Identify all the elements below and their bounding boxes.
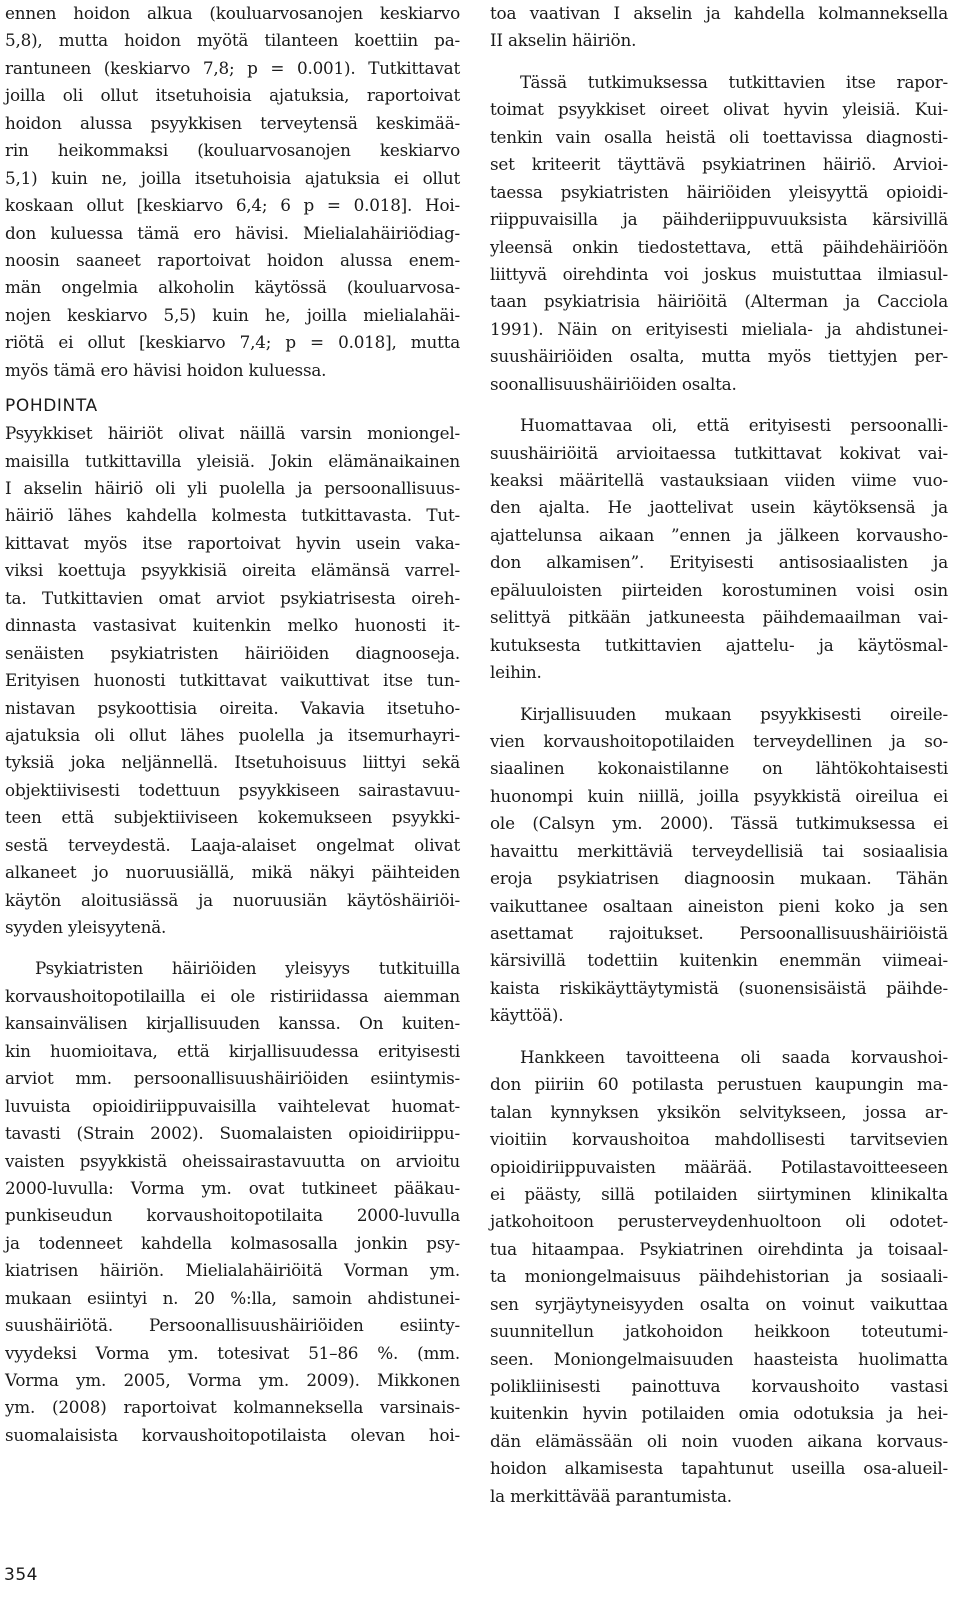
text-line: maisilla tutkittavilla yleisiä. Jokin elämänaikainen xyxy=(5,450,460,471)
text-line: opioidiriippuvaisten määrää. Potilastavoitteeseen xyxy=(490,1156,948,1177)
text-line: soonallisuushäiriöiden osalta. xyxy=(490,373,737,394)
text-line: kutuksesta tutkittavien ajattelu- ja käytösmal- xyxy=(490,634,948,655)
text-line: suushäiriöiden osalta, mutta myös tiettyjen per- xyxy=(490,346,948,367)
paragraph-gap xyxy=(490,687,948,701)
text-line: ja todenneet kahdella kolmasosalla jonkin psy- xyxy=(5,1232,460,1253)
text-line: män ongelmia alkoholin käytössä (kouluarvosa- xyxy=(5,277,460,298)
paragraph-gap xyxy=(490,55,948,69)
text-line: nistavan psykoottisia oireita. Vakavia itsetuho- xyxy=(5,697,460,718)
text-line: vyydeksi Vorma ym. totesivat 51–86 %. (mm. xyxy=(5,1342,460,1363)
paragraph-gap xyxy=(490,1030,948,1044)
text-line: Psyykkiset häiriöt olivat näillä varsin moniongel- xyxy=(5,423,460,444)
text-line: ennen hoidon alkua (kouluarvosanojen keskiarvo xyxy=(5,3,460,23)
text-line: luvuista opioidiriippuvaisilla vaihtelevat huomat- xyxy=(5,1095,460,1116)
text-line: taan psykiatrisia häiriöitä (Alterman ja Cacciola xyxy=(490,291,948,312)
text-line: hoidon alkamisesta tapahtunut useilla osa-alueil- xyxy=(490,1458,948,1479)
text-line: set kriteerit täyttävä psykiatrinen häiriö. Arvioi- xyxy=(490,154,948,175)
text-line: 2000-luvulla: Vorma ym. ovat tutkineet pääkau- xyxy=(5,1177,460,1198)
text-line: Kirjallisuuden mukaan psyykkisesti oireile- xyxy=(520,703,948,724)
text-line: selittyä pitkään jatkuneesta päihdemaailman vai- xyxy=(490,607,948,628)
text-line: 1991). Näin on erityisesti mieliala- ja ahdistunei- xyxy=(490,318,948,339)
text-line: keaksi määritellä vastauksiaan viiden viime vuo- xyxy=(490,470,948,490)
text-line: toimat psyykkiset oireet olivat hyvin yleisiä. Kui- xyxy=(490,99,948,120)
text-line: leihin. xyxy=(490,662,542,683)
text-line: riötä ei ollut [keskiarvo 7,4; p = 0.018], mutta xyxy=(5,332,460,353)
text-line: objektiivisesti todettuun psyykkiseen sairastavuu- xyxy=(5,779,460,800)
text-line: kin huomioitava, että kirjallisuudessa erityisesti xyxy=(5,1040,460,1061)
text-line: 5,1) kuin ne, joilla itsetuhoisia ajatuksia ei ollut xyxy=(5,167,460,188)
text-line: tyksiä joka neljännellä. Itsetuhoisuus liittyi sekä xyxy=(5,752,460,773)
text-line: tavasti (Strain 2002). Suomalaisten opioidiriippu- xyxy=(5,1123,460,1144)
text-line: suushäiriöitä arvioitaessa tutkittavat kokivat vai- xyxy=(490,442,948,463)
text-line: viksi koettuja psyykkisiä oireita elämänsä varrel- xyxy=(5,560,460,581)
text-line: suushäiriötä. Persoonallisuushäiriöiden esiinty- xyxy=(5,1315,460,1336)
text-line: senäisten psykiatristen häiriöiden diagnooseja. xyxy=(5,642,460,663)
text-line: don kuluessa tämä ero hävisi. Mielialahäiriödiag- xyxy=(5,222,460,243)
text-line: I akselin häiriö oli yli puolella ja persoonallisuus- xyxy=(5,478,460,498)
text-line: noosin saaneet raportoivat hoidon alussa enem- xyxy=(5,249,460,270)
text-line: punkiseudun korvaushoitopotilaita 2000-luvulla xyxy=(5,1205,460,1226)
text-line: dinnasta vastasivat kuitenkin melko huonosti it- xyxy=(5,615,460,636)
text-line: ta. Tutkittavien omat arviot psykiatrisesta oireh- xyxy=(5,587,460,608)
text-line: sestä terveydestä. Laaja-alaiset ongelmat olivat xyxy=(5,834,460,855)
text-line: syyden yleisyytenä. xyxy=(5,917,167,937)
text-line: vaikuttanee osaltaan aineiston pieni koko ja sen xyxy=(490,895,948,916)
text-line: sen syrjäytyneisyyden osalta on voinut vaikuttaa xyxy=(490,1293,948,1314)
text-line: dän elämässään oli noin vuoden aikana korvaus- xyxy=(490,1430,948,1451)
text-line: asettamat rajoitukset. Persoonallisuushäiriöistä xyxy=(490,923,948,943)
text-line: 5,8), mutta hoidon myötä tilanteen koettiin pa- xyxy=(5,30,460,51)
text-line: rantuneen (keskiarvo 7,8; p = 0.001). Tutkittavat xyxy=(5,57,460,78)
text-line: siaalinen kokonaistilanne on lähtökohtaisesti xyxy=(490,758,948,779)
text-line: Huomattavaa oli, että erityisesti persoonalli- xyxy=(520,415,948,436)
text-line: nojen keskiarvo 5,5) kuin he, joilla mielialahäi- xyxy=(5,304,460,325)
text-line: korvaushoitopotilailla ei ole ristiriidassa aiemman xyxy=(5,985,460,1006)
text-line: liittyvä oirehdinta voi joskus muistuttaa ilmiasul- xyxy=(490,263,948,284)
text-line: taessa psykiatristen häiriöiden yleisyyttä opioidi- xyxy=(490,181,948,202)
page-number: 354 xyxy=(4,1565,38,1585)
text-line: myös tämä ero hävisi hoidon kuluessa. xyxy=(5,359,327,380)
text-line: Hankkeen tavoitteena oli saada korvaushoi- xyxy=(520,1046,948,1067)
right-column xyxy=(490,0,948,1510)
text-line: kittavat myös itse raportoivat hyvin usein vaka- xyxy=(5,532,460,553)
text-line: kiatrisen häiriön. Mielialahäiriöitä Vorman ym. xyxy=(5,1260,460,1281)
text-line: ym. (2008) raportoivat kolmanneksella varsinais- xyxy=(5,1397,460,1418)
text-line: joilla oli ollut itsetuhoisia ajatuksia, raportoivat xyxy=(5,85,460,106)
text-line: tua hitaampaa. Psykiatrinen oirehdinta ja toisaal- xyxy=(490,1238,948,1259)
text-line: ajattelunsa aikaan ”ennen ja jälkeen korvausho- xyxy=(490,524,948,545)
text-line: rin heikommaksi (kouluarvosanojen keskiarvo xyxy=(5,140,460,161)
text-line: Erityisen huonosti tutkittavat vaikuttivat itse tun- xyxy=(5,670,460,691)
text-line: yleensä onkin tiedostettava, että päihdehäiriöön xyxy=(490,236,948,257)
text-line: seen. Moniongelmaisuuden haasteista huolimatta xyxy=(490,1348,948,1369)
text-line: riippuvaisilla ja päihderiippuvuuksista kärsivillä xyxy=(490,209,948,230)
text-line: hoidon alussa psyykkisen terveytensä keskimää- xyxy=(5,112,460,133)
text-line: don alkamisen”. Erityisesti antisosiaalisten ja xyxy=(490,552,948,573)
paragraph-gap xyxy=(490,398,948,412)
text-line: Tässä tutkimuksessa tutkittavien itse rapor- xyxy=(520,71,948,92)
paragraph-gap xyxy=(5,941,460,955)
text-line: kansainvälisen kirjallisuuden kanssa. On kuiten- xyxy=(5,1013,460,1034)
text-line: suunnitellun jatkohoidon heikkoon toteutumi- xyxy=(490,1321,948,1342)
text-line: ajatuksia oli ollut lähes puolella ja itsemurhayri- xyxy=(5,724,460,745)
text-line: kuitenkin hyvin potilaiden omia odotuksia ja hei- xyxy=(490,1403,948,1424)
text-line: teen että subjektiiviseen kokemukseen psyykki- xyxy=(5,807,460,828)
section-heading: POHDINTA xyxy=(5,396,98,417)
text-line: toa vaativan I akselin ja kahdella kolmanneksella xyxy=(490,3,948,23)
text-line: arviot mm. persoonallisuushäiriöiden esiintymis- xyxy=(5,1068,460,1089)
text-line: ta moniongelmaisuus päihdehistorian ja sosiaali- xyxy=(490,1266,948,1287)
text-line: epäluuloisten piirteiden korostuminen voisi osin xyxy=(490,579,948,600)
text-line: ole (Calsyn ym. 2000). Tässä tutkimuksessa ei xyxy=(490,813,948,834)
text-line: don piiriin 60 potilasta perustuen kaupungin ma- xyxy=(490,1074,948,1095)
text-line: häiriö lähes kahdella kolmesta tutkittavasta. Tut- xyxy=(5,505,460,526)
text-line: eroja psykiatrisen diagnoosin mukaan. Tähän xyxy=(490,868,948,889)
text-line: ei päästy, sillä potilaiden siirtyminen klinikalta xyxy=(490,1183,948,1204)
text-line: alkaneet jo nuoruusiällä, mikä näkyi päihteiden xyxy=(5,862,460,883)
text-line: den ajalta. He jaottelivat usein käytöksensä ja xyxy=(490,497,948,518)
text-line: talan kynnyksen yksikön selvitykseen, jossa ar- xyxy=(490,1101,948,1122)
text-line: käyttöä). xyxy=(490,1005,564,1026)
text-line: huonompi kuin niillä, joilla psyykkistä oireilua ei xyxy=(490,785,948,806)
text-line: vien korvaushoitopotilaiden terveydellinen ja so- xyxy=(490,730,948,751)
text-line: II akselin häiriön. xyxy=(490,30,637,51)
text-line: Psykiatristen häiriöiden yleisyys tutkituilla xyxy=(35,958,460,979)
text-line: koskaan ollut [keskiarvo 6,4; 6 p = 0.018]. Hoi- xyxy=(5,195,460,216)
text-line: polikliinisesti painottuva korvaushoito vastasi xyxy=(490,1376,948,1396)
text-line: Vorma ym. 2005, Vorma ym. 2009). Mikkonen xyxy=(5,1370,460,1390)
text-line: kärsivillä todettiin kuitenkin enemmän viimeai- xyxy=(490,950,948,971)
text-line: vioitiin korvaushoitoa mahdollisesti tarvitsevien xyxy=(490,1129,948,1150)
text-line: kaista riskikäyttäytymistä (suonensisäistä päihde- xyxy=(490,977,948,998)
text-line: havaittu merkittäviä terveydellisiä tai sosiaalisia xyxy=(490,840,948,861)
text-line: la merkittävää parantumista. xyxy=(490,1485,732,1506)
text-line: jatkohoitoon perusterveydenhuoltoon oli odotet- xyxy=(490,1211,948,1232)
left-column xyxy=(5,0,460,1449)
text-line: käytön aloitusiässä ja nuoruusiän käytöshäiriöi- xyxy=(5,889,460,910)
text-line: vaisten psyykkistä oheissairastavuutta on arvioitu xyxy=(5,1150,460,1171)
text-line: mukaan esiintyi n. 20 %:lla, samoin ahdistunei- xyxy=(5,1287,460,1308)
text-line: tenkin vain osalla heistä oli toettavissa diagnosti- xyxy=(490,126,948,147)
text-line: suomalaisista korvaushoitopotilaista olevan hoi- xyxy=(5,1424,460,1445)
